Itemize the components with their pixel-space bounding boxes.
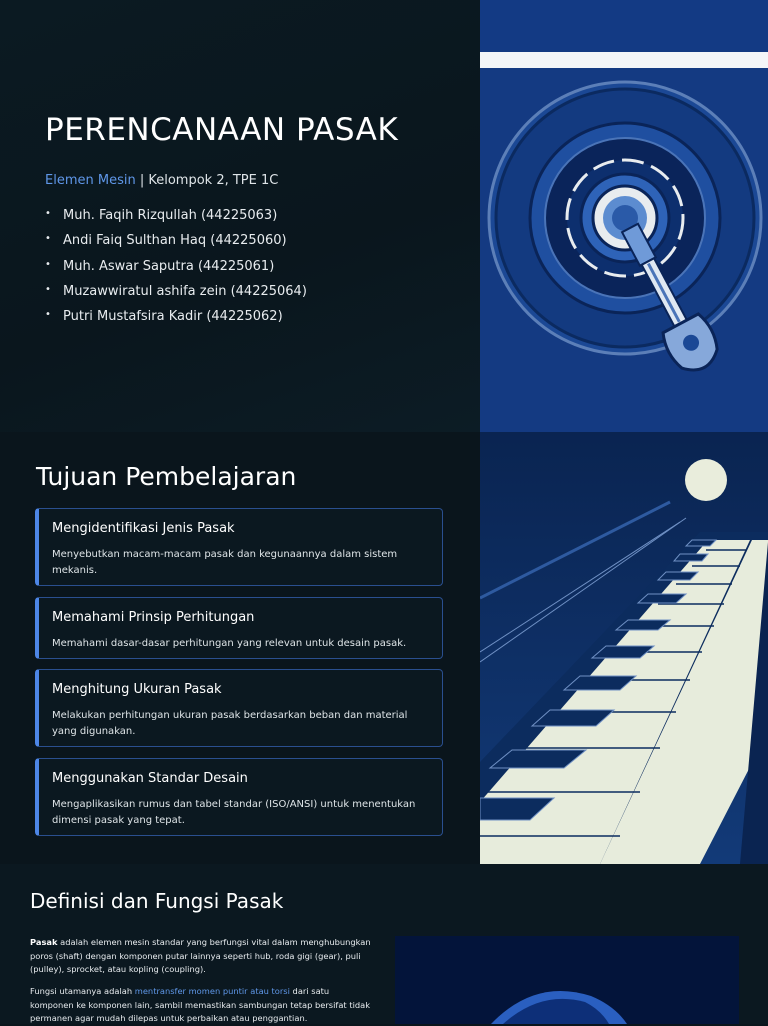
objective-card-desc: Memahami dasar-dasar perhitungan yang relevan untuk desain pasak. xyxy=(52,638,407,649)
objective-card-desc: Mengaplikasikan rumus dan tabel standar (ISO/ANSI) untuk menentukan dimensi pasak yang tepat. xyxy=(52,799,416,826)
objective-card-title: Menggunakan Standar Desain xyxy=(52,771,248,786)
objective-card xyxy=(35,508,443,586)
group-info: | Kelompok 2, TPE 1C xyxy=(135,173,279,188)
presentation-title: PERENCANAAN PASAK xyxy=(45,112,399,148)
objective-card xyxy=(35,597,443,659)
function-text-start: Fungsi utamanya adalah xyxy=(30,986,135,996)
function-highlight: mentransfer momen puntir atau torsi xyxy=(134,986,290,996)
key-in-lock-illustration xyxy=(480,0,768,432)
presentation-subtitle xyxy=(45,173,278,188)
definition-text: adalah elemen mesin standar yang berfungsi vital dalam menghubungkan poros (shaft) dengan komponen putar lainnya seperti hub, roda gigi (gear), puli (pulley), sprocket, atau kopling (coupling). xyxy=(30,937,371,974)
objective-card-title: Memahami Prinsip Perhitungan xyxy=(52,610,255,625)
piano-keys-illustration xyxy=(480,432,768,864)
objective-card-title: Mengidentifikasi Jenis Pasak xyxy=(52,521,235,536)
objective-card-title: Menghitung Ukuran Pasak xyxy=(52,682,222,697)
definition-title: Definisi dan Fungsi Pasak xyxy=(30,889,284,913)
member-item: • Andi Faiq Sulthan Haq (44225060) xyxy=(45,231,307,256)
objective-card xyxy=(35,669,443,747)
course-name: Elemen Mesin xyxy=(45,173,136,188)
objectives-title: Tujuan Pembelajaran xyxy=(36,462,297,491)
objective-card-desc: Menyebutkan macam-macam pasak dan kegunaannya dalam sistem mekanis. xyxy=(52,549,398,576)
function-text-rest: dari satu komponen ke komponen lain, sambil memastikan sambungan tetap bersifat tidak permanen agar mudah dilepas untuk perbaikan atau penggantian. xyxy=(30,986,371,1023)
definition-paragraph xyxy=(30,936,375,977)
member-item: • Putri Mustafsira Kadir (44225062) xyxy=(45,307,307,332)
objective-card-desc: Melakukan perhitungan ukuran pasak berdasarkan beban dan material yang digunakan. xyxy=(52,710,408,737)
member-item: • Muh. Faqih Rizqullah (44225063) xyxy=(45,206,307,231)
key-illustration-partial xyxy=(395,936,739,1024)
function-paragraph xyxy=(30,985,375,1026)
member-item: • Muh. Aswar Saputra (44225061) xyxy=(45,257,307,282)
term-bold: Pasak xyxy=(30,937,58,947)
member-item: • Muzawwiratul ashifa zein (44225064) xyxy=(45,282,307,307)
member-list xyxy=(45,206,307,332)
objective-card xyxy=(35,758,443,836)
